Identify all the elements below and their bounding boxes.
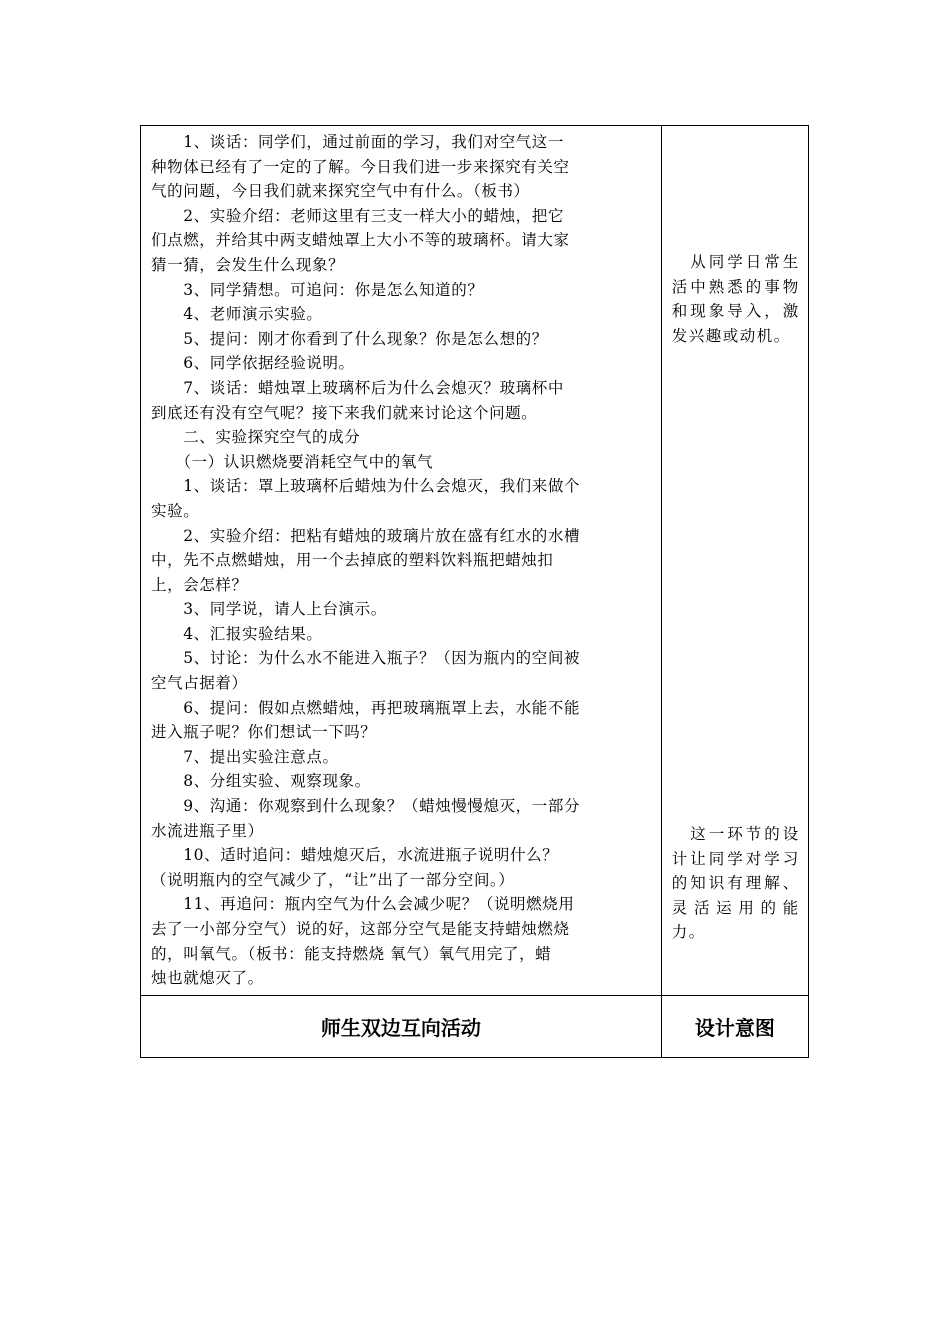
design-intent-cell — [661, 126, 808, 996]
lesson-line: 11、再追问：瓶内空气为什么会减少呢？（说明燃烧用 — [151, 895, 575, 914]
lesson-line: 猜一猜，会发生什么现象？ — [151, 255, 345, 274]
lesson-line: 1、谈话：罩上玻璃杯后蜡烛为什么会熄灭，我们来做个 — [151, 477, 581, 496]
lesson-line: 上，会怎样？ — [151, 575, 248, 594]
lesson-line: 7、提出实验注意点。 — [151, 747, 339, 766]
lesson-line: 9、沟通：你观察到什么现象？（蜡烛慢慢熄灭，一部分 — [151, 797, 581, 816]
lesson-line: 3、同学说，请人上台演示。 — [151, 600, 387, 619]
lesson-line: 10、适时追问：蜡烛熄灭后，水流进瓶子说明什么？ — [151, 846, 559, 865]
lesson-plan-table — [140, 125, 809, 1058]
lesson-line: 水流进瓶子里） — [151, 821, 264, 840]
section-heading: 二、实验探究空气的成分 — [151, 428, 361, 447]
lesson-line: 种物体已经有了一定的了解。今日我们进一步来探究有关空 — [151, 157, 570, 176]
lesson-line: 实验。 — [151, 501, 200, 520]
design-note-intro: 从同学日常生活中熟悉的事物和现象导入，激发兴趣或动机。 — [671, 253, 800, 345]
lesson-line: 进入瓶子呢？你们想试一下吗？ — [151, 723, 377, 742]
lesson-line: 气的问题，今日我们就来探究空气中有什么。（板书） — [151, 182, 530, 201]
activity-header: 师生双边互向活动 — [141, 996, 662, 1058]
subsection-heading: （一）认识燃烧要消耗空气中的氧气 — [151, 452, 434, 471]
lesson-line: 6、同学依据经验说明。 — [151, 354, 355, 373]
lesson-line: 7、谈话：蜡烛罩上玻璃杯后为什么会熄灭？玻璃杯中 — [151, 378, 564, 397]
lesson-line: 们点燃，并给其中两支蜡烛罩上大小不等的玻璃杯。请大家 — [151, 231, 570, 250]
lesson-line: 6、提问：假如点燃蜡烛，再把玻璃瓶罩上去，水能不能 — [151, 698, 581, 717]
header-row — [141, 996, 809, 1058]
lesson-line: 4、老师演示实验。 — [151, 305, 323, 324]
design-note-experiment: 这一环节的设计让同学对学习的知识有理解、灵活运用的能力。 — [671, 825, 800, 942]
lesson-line: 烛也就熄灭了。 — [151, 969, 264, 988]
lesson-line: 的，叫氧气。（板书：能支持燃烧 氧气）氧气用完了，蜡 — [151, 944, 552, 963]
lesson-line: 2、实验介绍：把粘有蜡烛的玻璃片放在盛有红水的水槽 — [151, 526, 581, 545]
lesson-line: 去了一小部分空气）说的好，这部分空气是能支持蜡烛燃烧 — [151, 920, 570, 938]
lesson-line: 5、讨论：为什么水不能进入瓶子？（因为瓶内的空间被 — [151, 649, 581, 668]
lesson-line: 2、实验介绍：老师这里有三支一样大小的蜡烛，把它 — [151, 206, 564, 225]
lesson-line: 到底还有没有空气呢？接下来我们就来讨论这个问题。 — [151, 403, 538, 422]
lesson-line: 1、谈话：同学们，通过前面的学习，我们对空气这一 — [151, 133, 564, 151]
lesson-line: 空气占据着） — [151, 674, 248, 693]
lesson-line: 4、汇报实验结果。 — [151, 624, 323, 643]
lesson-line: （说明瓶内的空气减少了，“让”出了一部分空间。） — [151, 870, 515, 889]
lesson-line: 8、分组实验、观察现象。 — [151, 772, 371, 791]
lesson-line: 3、同学猜想。可追问：你是怎么知道的？ — [151, 280, 484, 299]
intent-header: 设计意图 — [661, 996, 808, 1058]
content-row — [141, 126, 809, 996]
lesson-line: 中，先不点燃蜡烛，用一个去掉底的塑料饮料瓶把蜡烛扣 — [151, 551, 554, 570]
lesson-line: 5、提问：刚才你看到了什么现象？你是怎么想的？ — [151, 329, 548, 348]
activity-cell — [141, 126, 662, 996]
